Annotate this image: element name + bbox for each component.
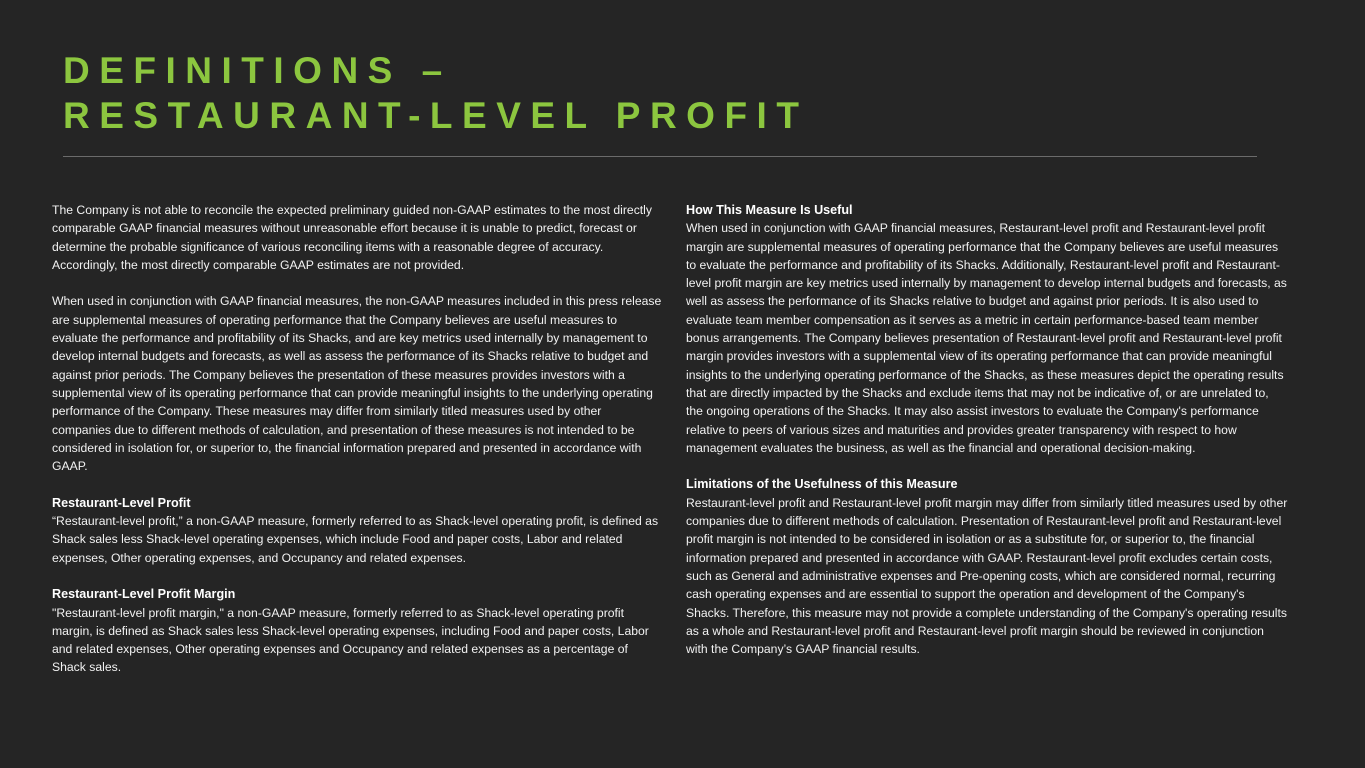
supplemental-paragraph: When used in conjunction with GAAP financial measures, the non-GAAP measures included in this press release are supplemental measures of operating performance that the Company believes are useful measures to evaluate the performance and profitability of its Shacks, and are key metrics used internally by management to develop internal budgets and forecasts, as well as assess the performance of its Shacks relative to budget and against prior periods. The Company believes the presentation of these measures provides investors with a supplemental view of its operating performance that can provide meaningful insights to the underlying operating performance of the Company. These measures may differ from similarly titled measures used by other companies due to different methods of calculation, and presentation of these measures is not intended to be considered in isolation for, or superior to, the financial information prepared and presented in accordance with GAAP. <box>52 294 662 474</box>
intro-paragraph: The Company is not able to reconcile the expected preliminary guided non-GAAP estimates to the most directly comparable GAAP financial measures without unreasonable effort because it is unable to predict, forecast or determine the probable significance of various reconciling items with a reasonable degree of accuracy. Accordingly, the most directly comparable GAAP estimates are not provided. <box>52 203 652 272</box>
left-column <box>52 201 662 677</box>
limitations-text: Restaurant-level profit and Restaurant-level profit margin may differ from similarly titled measures used by other companies due to different methods of calculation. Presentation of Restaurant-level profit and Restaurant-level profit margin is not intended to be considered in isolation or as a substitute for, or superior to, the financial information prepared and presented in accordance with GAAP. Restaurant-level profit excludes certain costs, such as General and administrative expenses and Pre-opening costs, which are considered normal, recurring cash operating expenses and are essential to support the operation and development of the Company's Shacks. Therefore, this measure may not provide a complete understanding of the Company's operating results as a whole and Restaurant-level profit and Restaurant-level profit margin should be reviewed in conjunction with the Company’s GAAP financial results. <box>686 495 1288 657</box>
title-divider <box>63 156 1257 157</box>
restaurant-level-profit-margin-text: "Restaurant-level profit margin," a non-GAAP measure, formerly referred to as Shack-level operating profit margin, is defined as Shack sales less Shack-level operating expenses, including Food and paper costs, Labor and related expenses, Other operating expenses and Occupancy and related expenses as a percentage of Shack sales. <box>52 605 649 675</box>
restaurant-level-profit-heading: Restaurant-Level Profit <box>52 495 191 510</box>
page-title <box>63 48 808 138</box>
limitations-heading: Limitations of the Usefulness of this Measure <box>686 477 958 492</box>
restaurant-level-profit-text: “Restaurant-level profit,” a non-GAAP measure, formerly referred to as Shack-level operating profit, is defined as Shack sales less Shack-level operating expenses, which include Food and paper costs, Labor and related expenses, Other operating expenses, and Occupancy and related expenses. <box>52 514 659 565</box>
right-column <box>686 201 1288 658</box>
how-measure-useful-heading: How This Measure Is Useful <box>686 203 853 217</box>
page-title-line-1: DEFINITIONS – <box>63 50 452 91</box>
restaurant-level-profit-margin-heading: Restaurant-Level Profit Margin <box>52 587 236 602</box>
page-title-line-2: RESTAURANT-LEVEL PROFIT <box>63 95 809 136</box>
how-measure-useful-text: When used in conjunction with GAAP financial measures, Restaurant-level profit and Restaurant-level profit margin are supplemental measures of operating performance that the Company believes are useful measures to evaluate the performance and profitability of its Shacks. Additionally, Restaurant-level profit and Restaurant-level profit margin are key metrics used internally by management to develop internal budgets and forecasts, as well as assess the performance of its Shacks relative to budget and against prior periods. It is also used to evaluate team member compensation as it serves as a metric in certain performance-based team member bonus arrangements. The Company believes presentation of Restaurant-level profit and Restaurant-level profit margin provides investors with a supplemental view of its operating performance that can provide meaningful insights to the underlying operating performance of the Shacks, as these measures depict the operating results that are directly impacted by the Shacks and exclude items that may not be indicative of, or are unrelated to, the ongoing operations of the Shacks. It may also assist investors to evaluate the Company's performance relative to peers of various sizes and maturities and provides greater transparency with respect to how management evaluates the business, as well as the financial and operational decision-making. <box>686 221 1287 455</box>
